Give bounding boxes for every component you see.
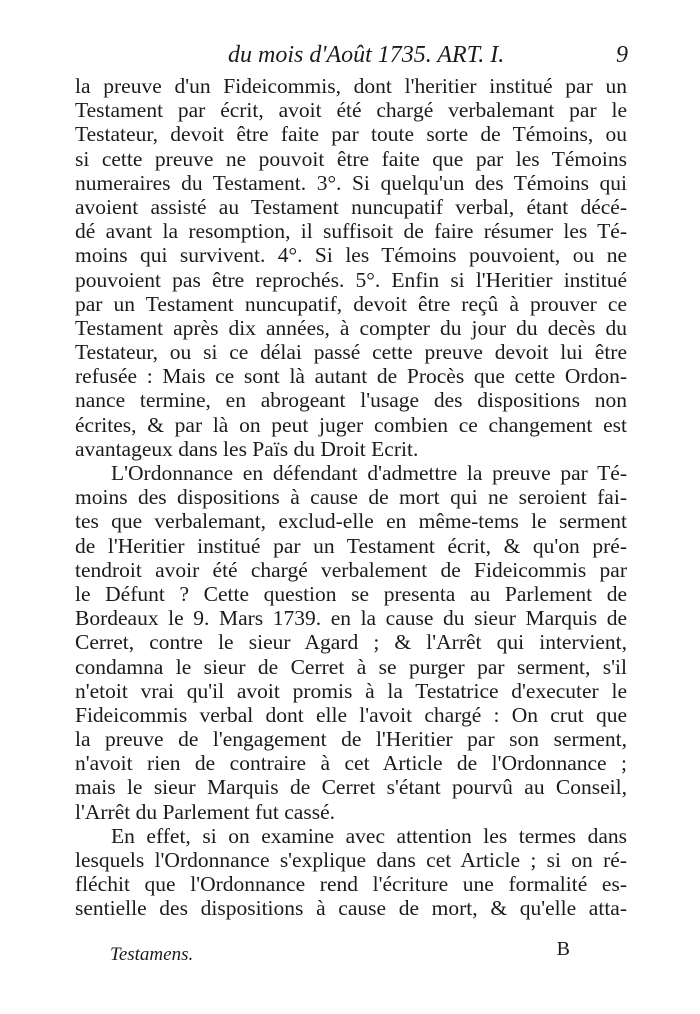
text-line: sentielle des dispositions à cause de mort, & qu'elle atta- (75, 896, 627, 921)
text-line: par un Testament nuncupatif, devoit être reçû à prouver ce (75, 291, 627, 316)
text-line: refusée : Mais ce sont là autant de Procès que cette Ordon- (75, 364, 627, 389)
text-line: tes que verbalemant, exclud-elle en même-tems le serment (75, 509, 627, 534)
text-line: fléchit que l'Ordonnance rend l'écriture une formalité es- (75, 872, 627, 897)
signature-mark: B (556, 938, 570, 960)
text-line: Cerret, contre le sieur Agard ; & l'Arrêt qui intervient, (75, 630, 627, 655)
paragraph-end-line: l'Arrêt du Parlement fut cassé. (75, 799, 335, 824)
page-number: 9 (616, 42, 628, 68)
text-line: moins des dispositions à cause de mort qui ne seroient fai- (75, 485, 627, 510)
text-line: écrites, & par là on peut juger combien ce changement est (75, 412, 627, 437)
catchword: Testamens. (110, 944, 194, 965)
text-line: Testateur, devoit être faite par toute sorte de Témoins, ou (75, 122, 627, 147)
text-line: nance termine, en abrogeant l'usage des dispositions non (75, 388, 627, 413)
text-line: condamna le sieur de Cerret à se purger par serment, s'il (75, 654, 627, 679)
text-line: avoient assisté au Testament nuncupatif verbal, étant décé- (75, 194, 627, 219)
text-line: numeraires du Testament. 3°. Si quelqu'un des Témoins qui (75, 170, 627, 195)
text-line: Testament après dix années, à compter du jour du decès du (75, 315, 627, 340)
text-line: le Défunt ? Cette question se presenta au Parlement de (75, 581, 627, 606)
page-header (228, 42, 628, 72)
text-line: la preuve de l'engagement de l'Heritier par son serment, (75, 727, 627, 752)
paragraph-start-line: En effet, si on examine avec attention les termes dans (111, 823, 627, 848)
body-text (75, 74, 627, 921)
text-line: mais le sieur Marquis de Cerret s'étant pourvû au Conseil, (75, 775, 627, 800)
paragraph-end-line: avantageux dans les Païs du Droit Ecrit. (75, 436, 419, 461)
text-line: Testament par écrit, avoit été chargé verbalemant par le (75, 98, 627, 123)
page-footer (110, 938, 570, 966)
text-line: Fideicommis verbal dont elle l'avoit chargé : On crut que (75, 702, 627, 727)
text-line: pouvoient pas être reprochés. 5°. Enfin si l'Heritier institué (75, 267, 627, 292)
text-line: de l'Heritier institué par un Testament écrit, & qu'on pré- (75, 533, 627, 558)
text-line: tendroit avoir été chargé verbalement de Fideicommis par (75, 557, 627, 582)
paragraph-start-line: L'Ordonnance en défendant d'admettre la preuve par Té- (111, 461, 627, 485)
text-line: Bordeaux le 9. Mars 1739. en la cause du sieur Marquis de (75, 606, 627, 631)
text-line: si cette preuve ne pouvoit être faite que par les Témoins (75, 146, 627, 171)
text-line: lesquels l'Ordonnance s'explique dans cet Article ; si on ré- (75, 848, 627, 872)
running-title: du mois d'Août 1735. ART. I. (228, 42, 505, 68)
text-line: moins qui survivent. 4°. Si les Témoins pouvoient, ou ne (75, 243, 627, 268)
text-line: Testateur, ou si ce délai passé cette preuve devoit lui être (75, 340, 627, 365)
text-line: la preuve d'un Fideicommis, dont l'heritier institué par un (75, 74, 627, 98)
text-line: n'etoit vrai qu'il avoit promis à la Testatrice d'executer le (75, 678, 627, 703)
text-line: n'avoit rien de contraire à cet Article de l'Ordonnance ; (75, 751, 627, 776)
text-line: dé avant la resomption, il suffisoit de faire résumer les Té- (75, 219, 627, 244)
